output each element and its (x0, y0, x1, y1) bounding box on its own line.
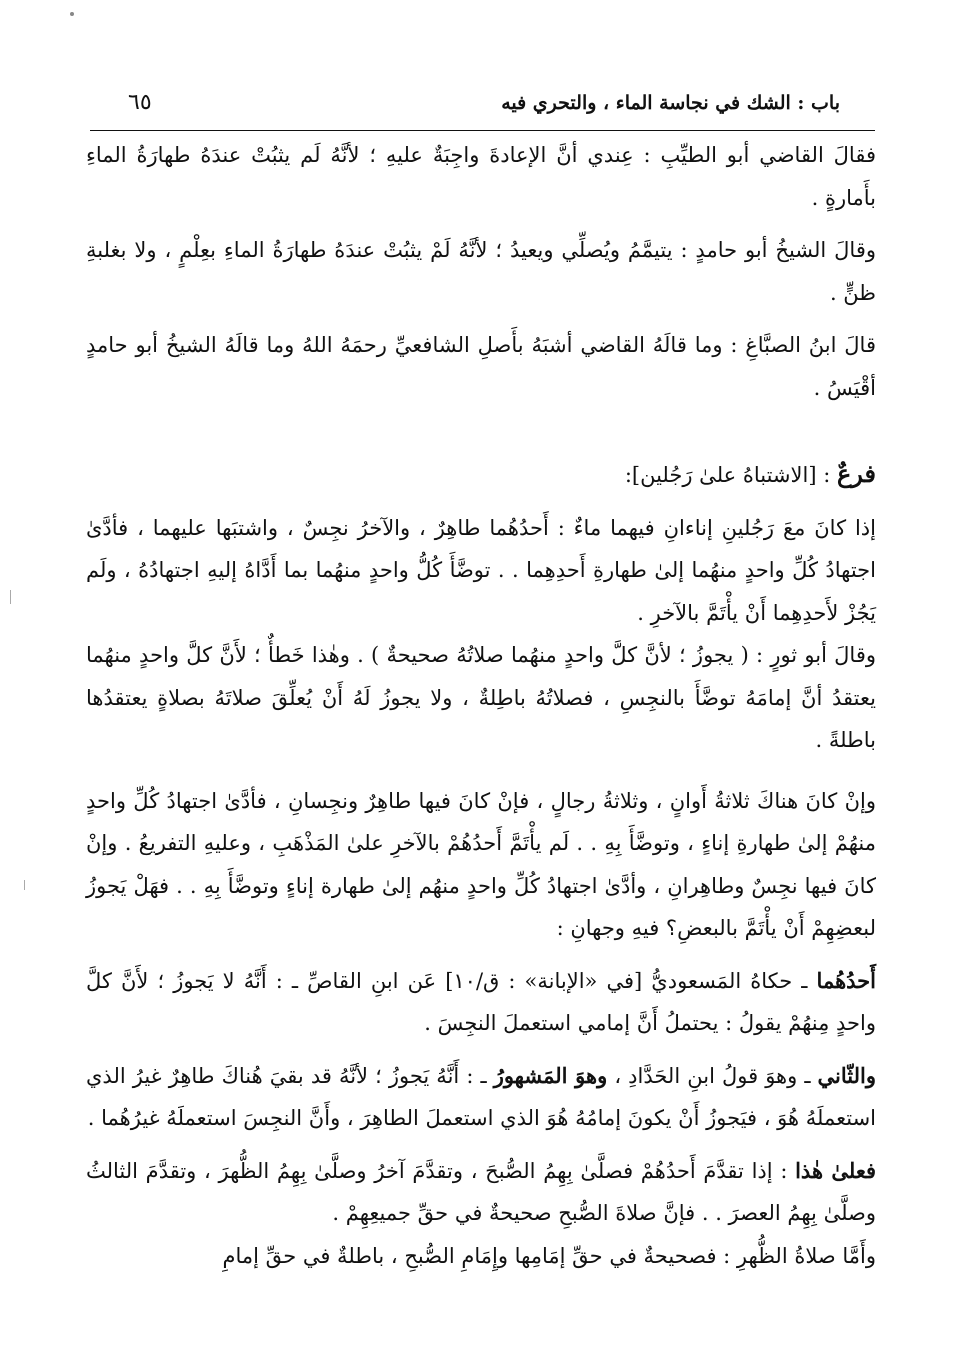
running-header-title: باب : الشك في نجاسة الماء ، والتحري فيه (501, 92, 840, 114)
paragraph-zuhr-prayer: وأَمَّا صلاةُ الظُّهرِ : فصحيحةٌ في حقِّ إمَامِها وإِمَامِ الصُّبحِ ، باطلةٌ في حقِّ إمامِ (222, 1243, 876, 1268)
scan-margin-mark (10, 590, 11, 604)
paragraph-abu-thawr: وقالَ أبو ثورٍ : ( يجوزُ ؛ لأنَّ كلَّ واحدٍ منهُما صلاتُهُ صحيحةٌ ) . وهٰذا خَطأٌ ؛ لأَنَّ كلَّ واحدٍ منهُما يعتقدُ أنَّ إمامَهُ توضَّأَ بالنجِسِ ، فصلاتُهُ باطِلةٌ ، ولا يجوزُ لَهُ أَنْ يُعلِّقَ صلاتَهُ بصلاةٍ يعتقدُها باطلةً . (86, 643, 876, 752)
paragraph-three-vessels: وإنْ كانَ هناكَ ثلاثةُ أَوانٍ ، وثلاثةُ رجالٍ ، فإنْ كانَ فيها طاهِرٌ ونجِسانِ ، فأدَّىٰ اجتهادُ كُلِّ واحدٍ منهُمْ إلىٰ طهارةِ إناءٍ ، وتوضَّأَ بِهِ . . لَم يأْتَمَّ أَحدُهُمْ بالآخرِ علىٰ المَذْهَبِ ، وعليهِ التفريعُ . وإنْ كانَ فيها نجِسٌ وطاهِرانِ ، وأدَّىٰ اجتهادُ كُلِّ واحدٍ منهُم إلىٰ طهارة إناءٍ وتوضَّأَ بِهِ . . فهَلْ يَجوزُ لبعضِهِمْ أَنْ يأْتَمَّ بالبعضِ؟ فيهِ وجهانِ : (86, 788, 876, 940)
first-view-text: ـ حكاهُ المَسعوديُّ [في «الإبانة» : ق/١٠] عَن ابنِ القاصِّ ـ : أَنَّهُ لا يَجوزُ ؛ لأَنَّ كلَّ واحدٍ مِنهُمْ يقولُ : يحتملُ أَنَّ إمامي استعملَ النجِسَ . (86, 968, 876, 1035)
second-view-mashhur: وهوَ المَشهورُ (493, 1062, 608, 1088)
second-view-text: ـ : أَنَّهُ يَجوزُ ؛ لأنَّهُ قد بقيَ هُناكَ طاهِرٌ غيرُ الذي استعملَهُ هُوَ ، فيَجوزُ أَنْ يكونَ إمامُهُ هُوَ الذي استعملَ الطاهِرَ ، وأَنَّ النجِسَ استعملَهُ غيرُهُما . (86, 1063, 876, 1130)
scan-margin-mark (24, 880, 25, 890)
paragraph-abu-tayyib: فقالَ القاضي أبو الطيِّبِ : عِندي أنَّ الإعادةَ واجِبَةٌ عليهِ ؛ لأنَّهُ لَم يثبُتْ عندَهُ طهارَةُ الماءِ بأَمارةٍ . (86, 143, 876, 210)
page-number: ٦٥ (128, 90, 152, 115)
running-header (128, 84, 840, 124)
section-heading-title: : [الاشتباهُ علىٰ رَجُلين]: (624, 463, 837, 487)
paragraph-two-men: إذا كانَ معَ رَجُلينِ إناءانِ فيهما ماءٌ : أَحدُهُما طاهِرٌ ، والآخرُ نجِسٌ ، واشتبَها عليهما ، فأدَّىٰ اجتهادُ كُلِّ واحدٍ منهُما إلىٰ طهارةِ أَحدِهِما . . توضَّأَ كُلُّ واحدٍ منهُما بما أَدَّاهُ إليهِ اجتهادُهُ ، ولَم يَجُزْ لأَحدِهِما أَنْ يأْتَمَّ بالآخرِ . (86, 515, 876, 625)
scan-speck (70, 12, 74, 16)
paragraph-second-view (86, 1055, 876, 1140)
section-heading-label: فرعٌ (836, 459, 876, 488)
second-view-attribution: ـ وهوَ قولُ ابنِ الحَدَّادِ ، (607, 1063, 818, 1088)
consequence-lead: فعلىٰ هٰذا (795, 1157, 876, 1183)
paragraph-first-view (86, 960, 876, 1045)
paragraph-consequence (86, 1150, 876, 1235)
second-view-lead: والثّاني (817, 1062, 877, 1088)
paragraph-abu-hamid: وقالَ الشيخُ أبو حامدٍ : يتيمَّمُ ويُصلِّي ويعيدُ ؛ لأنَّهُ لَمْ يثبُتْ عندَهُ طهارَةُ الماءِ بعِلْمٍ ، ولا بغلبةِ ظنٍّ . (86, 238, 876, 305)
header-divider (90, 130, 875, 131)
page-body (86, 134, 876, 1277)
first-view-lead: أَحدُهُما (816, 967, 876, 993)
paragraph-ibn-sabbagh: قالَ ابنُ الصبَّاغِ : وما قالَهُ القاضي أشبَهُ بأَصلِ الشافعيِّ رحمَهُ اللهُ وما قالَهُ الشيخُ أبو حامدٍ أقْيَسُ . (86, 333, 876, 400)
section-heading (86, 453, 876, 497)
consequence-text: : إذا تقدَّمَ أَحدُهُمْ فصلَّىٰ بِهِمُ الصُّبحَ ، وتقدَّمَ آخرُ وصلَّىٰ بِهِمُ الظُّهرَ ، وتقدَّمَ الثالثُ وصلَّىٰ بِهِمُ العصرَ . . فإنَّ صلاةَ الصُّبحِ صحيحةٌ في حقِّ جميعِهِمْ . (86, 1158, 876, 1225)
